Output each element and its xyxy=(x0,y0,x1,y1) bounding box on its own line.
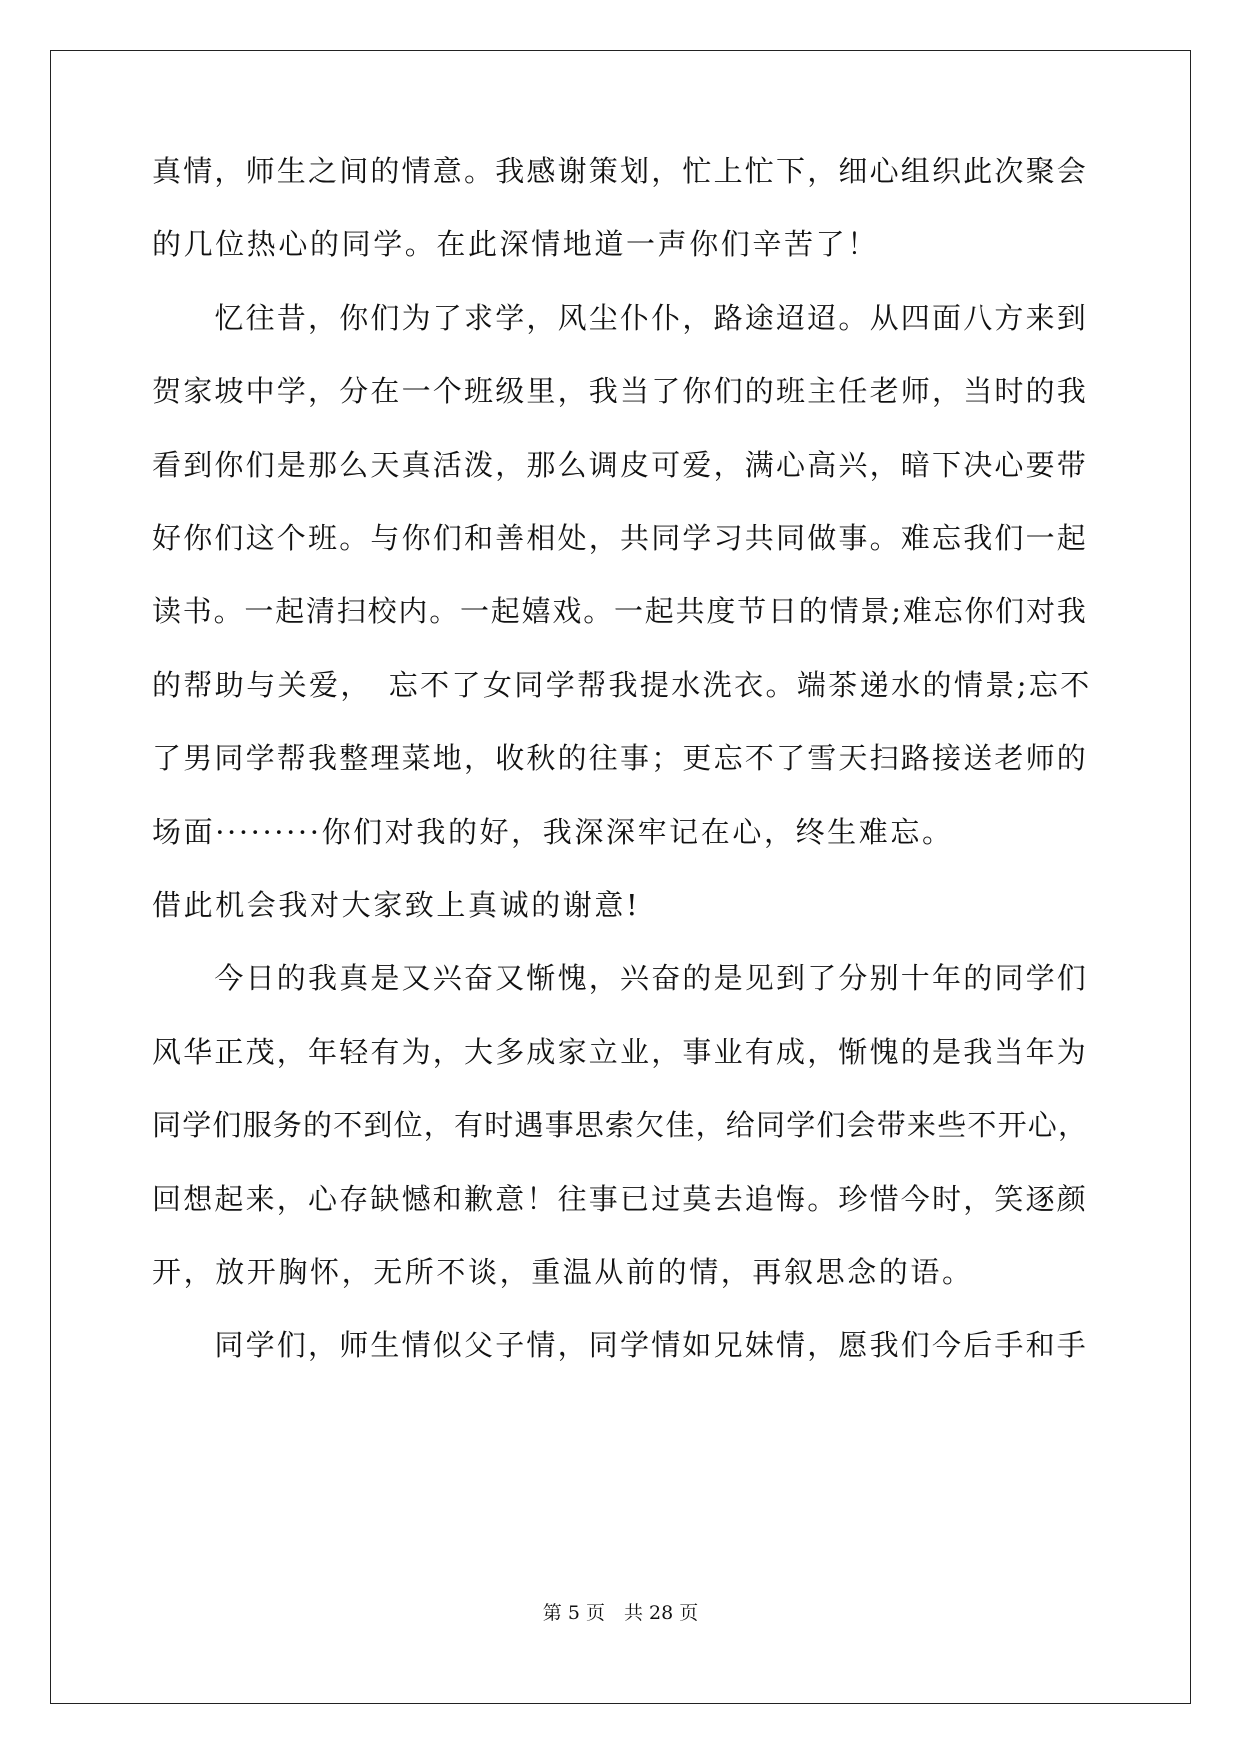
text-line: 贺家坡中学，分在一个班级里，我当了你们的班主任老师，当时的我 xyxy=(152,374,1089,408)
text-line: 真情，师生之间的情意。我感谢策划，忙上忙下，细心组织此次聚会 xyxy=(152,154,1089,188)
text-line: 风华正茂，年轻有为，大多成家立业，事业有成，惭愧的是我当年为 xyxy=(152,1035,1089,1069)
text-line: 的几位热心的同学。在此深情地道一声你们辛苦了！ xyxy=(152,227,879,261)
text-line: 读书。一起清扫校内。一起嬉戏。一起共度节日的情景;难忘你们对我 xyxy=(152,594,1088,628)
text-line: 同学们，师生情似父子情，同学情如兄妹情，愿我们今后手和手 xyxy=(152,1328,1089,1362)
text-line: 今日的我真是又兴奋又惭愧，兴奋的是见到了分别十年的同学们 xyxy=(152,961,1089,995)
text-line: 开，放开胸怀，无所不谈，重温从前的情，再叙思念的语。 xyxy=(152,1255,974,1289)
text-line: 的帮助与关爱， 忘不了女同学帮我提水洗衣。端茶递水的情景;忘不 xyxy=(152,668,1092,702)
text-line: 忆往昔，你们为了求学，风尘仆仆，路途迢迢。从四面八方来到 xyxy=(152,301,1089,335)
page-number-footer: 第 5 页 共 28 页 xyxy=(542,1602,699,1624)
text-line: 同学们服务的不到位，有时遇事思索欠佳，给同学们会带来些不开心， xyxy=(152,1108,1089,1142)
text-line: 借此机会我对大家致上真诚的谢意! xyxy=(152,888,641,922)
text-line: 看到你们是那么天真活泼，那么调皮可爱，满心高兴，暗下决心要带 xyxy=(152,448,1089,482)
text-line: 好你们这个班。与你们和善相处，共同学习共同做事。难忘我们一起 xyxy=(152,521,1089,555)
text-line: 场面·········你们对我的好，我深深牢记在心，终生难忘。 xyxy=(152,815,954,849)
text-line: 回想起来，心存缺憾和歉意！往事已过莫去追悔。珍惜今时，笑逐颜 xyxy=(152,1182,1089,1216)
text-line: 了男同学帮我整理菜地，收秋的往事；更忘不了雪天扫路接送老师的 xyxy=(152,741,1089,775)
